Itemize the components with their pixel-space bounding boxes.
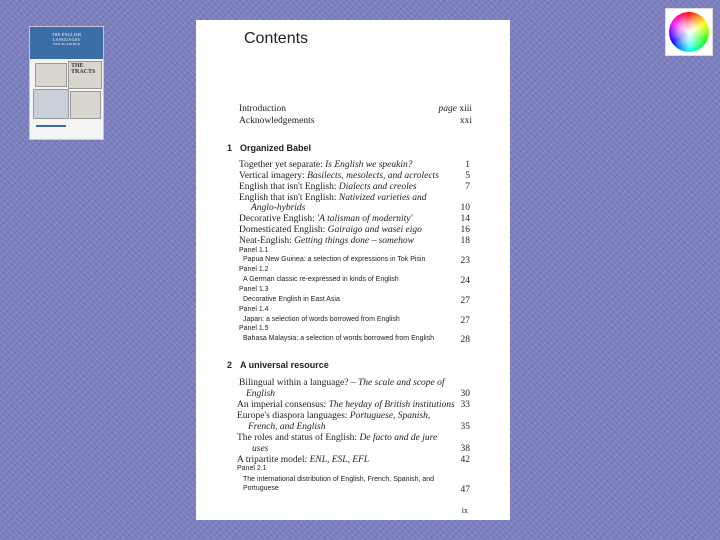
panel-label: Panel 1.2 <box>239 266 269 273</box>
toc-entry: Together yet separate: Is English we speakin? <box>239 160 413 170</box>
toc-page: 35 <box>460 422 470 432</box>
toc-page: 5 <box>465 171 470 181</box>
cover-publisher-mark <box>36 125 66 127</box>
page-title: Contents <box>244 30 309 47</box>
front-matter-label: Acknowledgements <box>239 116 315 126</box>
panel-description: Japan: a selection of words borrowed from English <box>243 316 400 323</box>
toc-entry: Decorative English: 'A talisman of modernity' <box>239 214 413 224</box>
panel-description: The international distribution of English, French, Spanish, and <box>243 476 435 483</box>
toc-entry-continuation: French, and English <box>248 422 326 432</box>
cover-newspaper-clipping <box>70 91 101 119</box>
chapter-title: A universal resource <box>240 360 329 370</box>
toc-page: 1 <box>465 160 470 170</box>
color-wheel-icon <box>666 9 712 55</box>
panel-label: Panel 1.5 <box>239 325 269 332</box>
color-wheel-disc <box>669 12 709 52</box>
toc-entry-continuation: uses <box>252 444 269 454</box>
toc-entry: The roles and status of English: De facto and de jure <box>237 433 438 443</box>
toc-entry: Neat-English: Getting things done – somehow <box>239 236 414 246</box>
toc-page: 38 <box>460 444 470 454</box>
page-number: xiii <box>459 104 472 114</box>
panel-description-continuation: Portuguese <box>243 485 279 492</box>
panel-label: Panel 1.1 <box>239 247 269 254</box>
panel-description: Decorative English in East Asia <box>243 296 340 303</box>
toc-page: 24 <box>460 276 470 286</box>
toc-entry: An imperial consensus: The heyday of British institutions <box>237 400 455 410</box>
cover-newspaper-clipping <box>68 61 102 89</box>
panel-label: Panel 1.3 <box>239 286 269 293</box>
toc-entry: Europe's diaspora languages: Portuguese, Spanish, <box>237 411 431 421</box>
toc-page: 18 <box>460 236 470 246</box>
cover-title <box>34 32 99 47</box>
cover-newspaper-clipping <box>33 89 69 119</box>
chapter-number: 1 <box>227 143 233 153</box>
front-matter-page <box>438 104 472 114</box>
toc-page: 47 <box>460 485 470 495</box>
page-prefix: page <box>438 104 457 114</box>
toc-page: 27 <box>460 316 470 326</box>
front-matter-label: Introduction <box>239 104 286 114</box>
panel-description: Papua New Guinea: a selection of expressions in Tok Pisin <box>243 256 426 263</box>
panel-description: A German classic re-expressed in kinds of English <box>243 276 399 283</box>
panel-description: Bahasa Malaysia: a selection of words borrowed from English <box>243 335 435 342</box>
cover-title-line: THE ENGLISH <box>51 32 82 37</box>
book-cover-thumbnail <box>30 27 103 139</box>
toc-entry: Domesticated English: Gairaigo and wasei eigo <box>239 225 422 235</box>
page-folio: ix <box>461 506 468 515</box>
cover-author-line: TOM McARTHUR <box>52 42 81 46</box>
toc-entry-continuation: Anglo-hybrids <box>251 203 306 213</box>
toc-entry-continuation: English <box>246 389 276 399</box>
toc-entry: English that isn't English: Dialects and creoles <box>239 182 417 192</box>
cover-clip-masthead: THE TRACTS <box>71 63 96 75</box>
panel-label: Panel 1.4 <box>239 306 269 313</box>
panel-label: Panel 2.1 <box>237 465 267 472</box>
contents-page <box>196 20 510 520</box>
toc-entry: Bilingual within a language? – The scale and scope of <box>239 378 445 388</box>
toc-page: 7 <box>465 182 470 192</box>
front-matter-page: xxi <box>459 116 472 126</box>
toc-page: 42 <box>460 455 470 465</box>
toc-entry: A tripartite model: ENL, ESL, EFL <box>237 455 370 465</box>
toc-page: 33 <box>460 400 470 410</box>
chapter-title: Organized Babel <box>240 143 312 153</box>
toc-entry: Vertical imagery: Basilects, mesolects, and acrolects <box>239 171 439 181</box>
toc-page: 28 <box>460 335 470 345</box>
toc-page: 23 <box>460 256 470 266</box>
toc-page: 27 <box>460 296 470 306</box>
cover-newspaper-clipping <box>35 63 67 87</box>
cover-title-line: LANGUAGES <box>52 37 81 42</box>
toc-entry: English that isn't English: Nativized varieties and <box>239 193 427 203</box>
toc-page: 10 <box>460 203 470 213</box>
toc-page: 30 <box>460 389 470 399</box>
toc-page: 14 <box>460 214 470 224</box>
toc-page: 16 <box>460 225 470 235</box>
chapter-number: 2 <box>227 360 233 370</box>
